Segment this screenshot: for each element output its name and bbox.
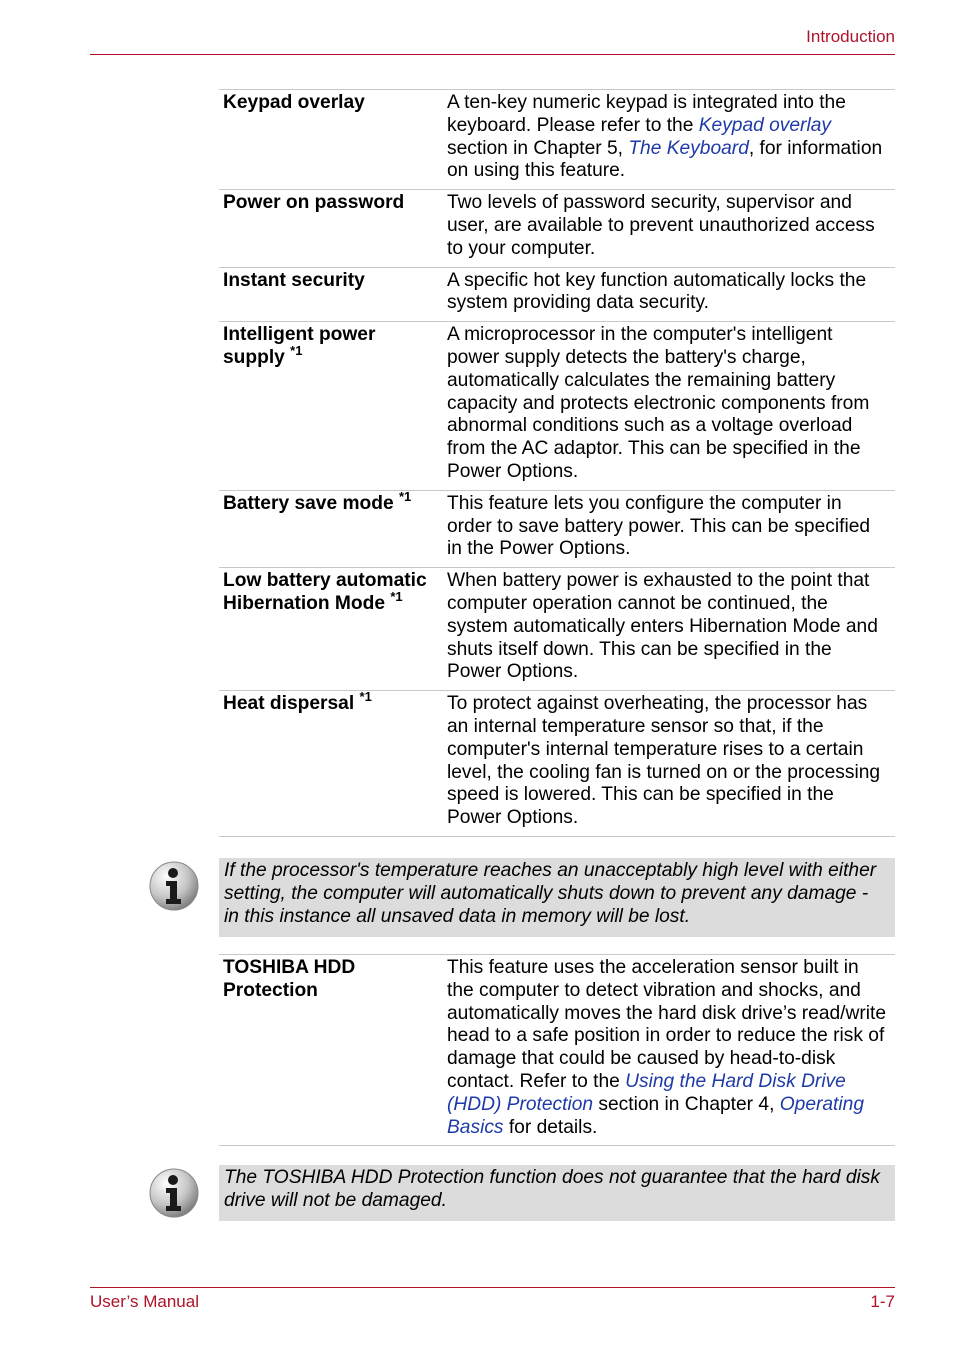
info-icon [148,860,200,912]
term-text: Intelligent power supply [223,324,376,368]
desc-text: A ten-key numeric keypad is integrated into the keyboard. Please refer to the [447,92,846,136]
note-box: If the processor's temperature reaches an unacceptably high level with either setting, the computer will automatically shuts down to prevent any damage - in this instance all unsaved data in memory will be lost. [219,858,895,937]
table-row [219,90,895,190]
footer-rule [90,1287,895,1288]
header-section-title: Introduction [806,27,895,46]
feature-table [219,89,895,837]
hdd-protection-table [219,954,895,1146]
table-row [219,955,895,1146]
feature-term [219,568,441,691]
feature-description: Two levels of password security, supervisor and user, are available to prevent unauthorized access to your computer. [441,190,895,267]
feature-description: When battery power is exhausted to the point that computer operation cannot be continued, the system automatically enters Hibernation Mode and shuts itself down. This can be specified in the Power Options. [441,568,895,691]
feature-term: TOSHIBA HDD Protection [219,955,441,1146]
footnote-marker: *1 [390,588,403,604]
feature-description: A microprocessor in the computer's intelligent power supply detects the battery's charge, automatically calculates the remaining battery capacity and protects electronic components from abnormal conditions such as a voltage overload from the AC adaptor. This can be specified in the Power Options. [441,322,895,491]
desc-text: This feature uses the acceleration sensor built in the computer to detect vibration and shocks, and automatically moves the hard disk drive’s read/write head to a safe position in order to reduce the risk of damage that could be caused by head-to-disk contact. Refer to the [447,957,887,1092]
term-text: Battery save mode [223,492,399,514]
desc-text: , for information on using this feature. [447,137,883,182]
info-icon [148,1167,200,1219]
table-row [219,490,895,567]
term-text: Low battery automatic Hibernation Mode [223,570,427,614]
footnote-marker: *1 [359,689,372,705]
feature-term: Power on password [219,190,441,267]
feature-description: To protect against overheating, the processor has an internal temperature sensor so that, if the computer's internal temperature rises to a certain level, the cooling fan is turned on or the processing speed is lowered. This can be specified in the Power Options. [441,691,895,837]
feature-term [219,691,441,837]
feature-description [441,90,895,190]
term-text: Heat dispersal [223,693,360,715]
desc-text: section in Chapter 5, [447,137,629,159]
page-number: 1-7 [870,1292,895,1311]
feature-description [441,955,895,1146]
operating-basics-link[interactable]: Operating Basics [447,1093,864,1138]
the-keyboard-link[interactable]: The Keyboard [628,137,749,159]
feature-term: Instant security [219,267,441,322]
feature-term [219,322,441,491]
table-row [219,568,895,691]
footnote-marker: *1 [398,488,412,504]
feature-term: Keypad overlay [219,90,441,190]
desc-text: for details. [503,1116,598,1138]
feature-description: A specific hot key function automatically locks the system providing data security. [441,267,895,322]
header-rule [90,54,895,55]
table-row [219,691,895,837]
footnote-marker: *1 [290,342,303,358]
keypad-overlay-link[interactable]: Keypad overlay [698,114,831,136]
table-row [219,190,895,267]
table-row [219,267,895,322]
feature-description: This feature lets you configure the computer in order to save battery power. This can be specified in the Power Options. [441,490,895,567]
note-box: The TOSHIBA HDD Protection function does not guarantee that the hard disk drive will not be damaged. [219,1165,895,1221]
desc-text: section in Chapter 4, [593,1093,780,1115]
feature-term [219,490,441,567]
hdd-protection-link[interactable]: Using the Hard Disk Drive (HDD) Protection [447,1070,846,1115]
table-row [219,322,895,491]
footer-manual-title: User’s Manual [90,1292,199,1311]
